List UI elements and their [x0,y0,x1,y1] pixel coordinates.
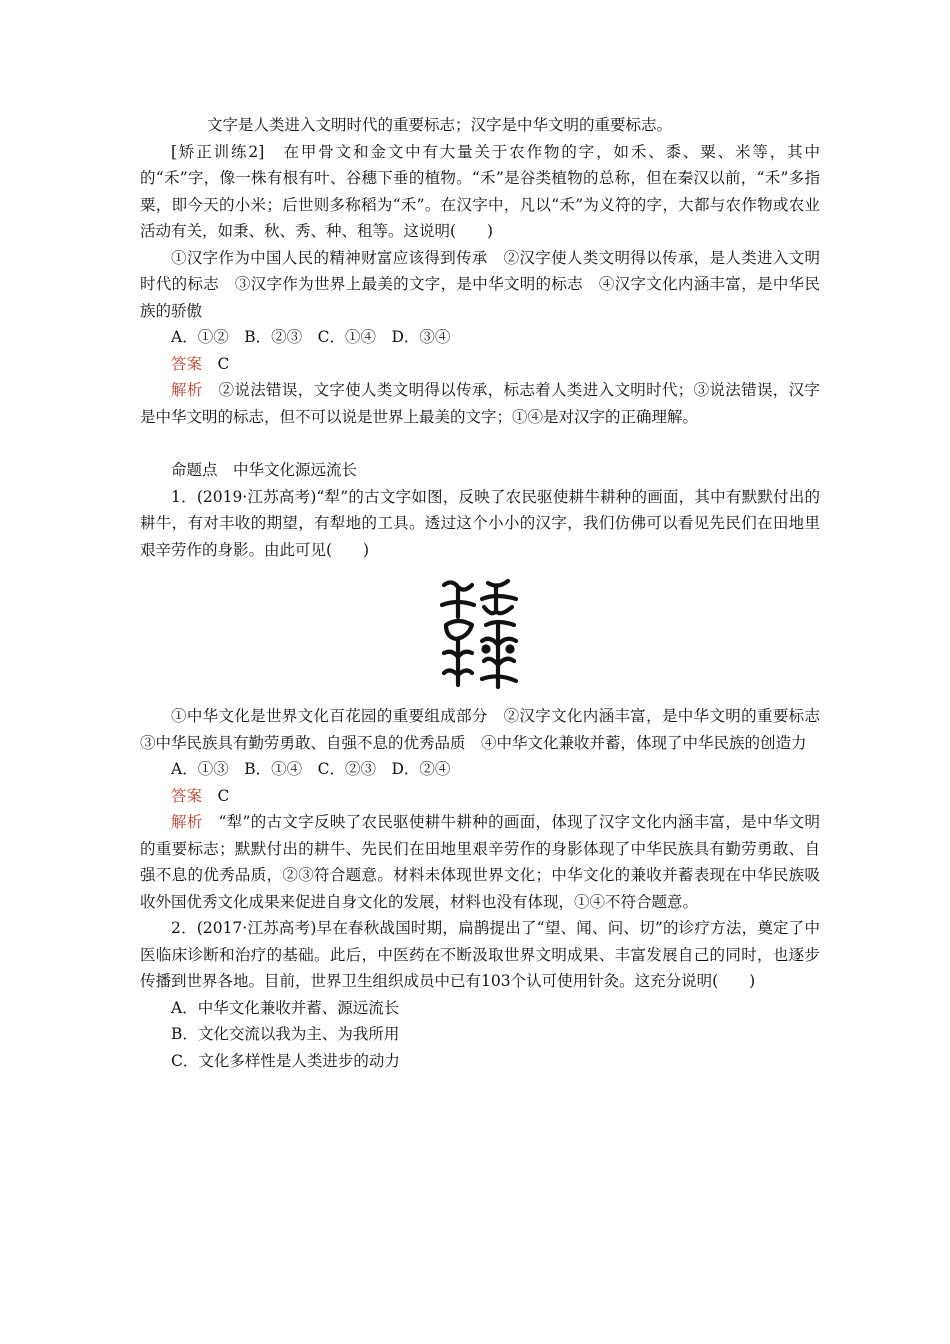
intro-line: 文字是人类进入文明时代的重要标志；汉字是中华文明的重要标志。 [207,116,673,134]
answer-value: C [202,786,230,805]
q1-analysis [140,809,820,915]
q1-statements: ①中华文化是世界文化百花园的重要组成部分 ②汉字文化内涵丰富，是中华文明的重要标志 ③中华民族具有勤劳勇敢、自强不息的优秀品质 ④中华文化兼收并蓄，体现了中华民族的创造力 [140,707,836,752]
analysis-text: ②说法错误，文字使人类文明得以传承，标志着人类进入文明时代；③说法错误，汉字是中华文明的标志，但不可以说是世界上最美的文字；①④是对汉字的正确理解。 [140,381,820,426]
q1-figure [140,577,820,693]
answer-value: C [202,354,230,373]
q2-option-b: B．文化交流以我为主、为我所用 [171,1025,400,1043]
training-analysis [140,377,820,430]
answer-label: 答案 [171,354,203,373]
training-stem: [矫正训练2] 在甲骨文和金文中有大量关于农作物的字，如禾、黍、粟、米等，其中的“禾”字，像一株有根有叶、谷穗下垂的植物。“禾”是谷类植物的总称，但在秦汉以前，“禾”多指粟，即今天的小米；后世则多称稻为“禾”。在汉字中，凡以“禾”为义符的字，大都与农作物或农业活动有关，如秉、秋、秀、种、租等。这说明( ) [140,142,820,240]
training-options: A．①② B．②③ C．①④ D．③④ [171,328,451,346]
ancient-character-li-icon [438,577,522,693]
spacer [140,430,820,457]
q2-option-c: C．文化多样性是人类进步的动力 [171,1051,400,1070]
training-statements: ①汉字作为中国人民的精神财富应该得到传承 ②汉字使人类文明得以传承，是人类进入文明时代的标志 ③汉字作为世界上最美的文字，是中华文明的标志 ④汉字文化内涵丰富，是中华民族的骄傲 [140,248,820,320]
q1-stem: 1．(2019·江苏高考)“犁”的古文字如图，反映了农民驱使耕牛耕种的画面，其中有默默付出的耕牛，有对丰收的期望，有犁地的工具。透过这个小小的汉字，我们仿佛可以看见先民们在田地里艰辛劳作的身影。由此可见( ) [140,487,820,559]
q1-answer [140,783,820,810]
analysis-label: 解析 [171,381,203,399]
analysis-text: “犁”的古文字反映了农民驱使耕牛耕种的画面，体现了汉字文化内涵丰富，是中华文明的重要标志；默默付出的耕牛、先民们在田地里艰辛劳作的身影体现了中华民族具有勤劳勇敢、自强不息的优秀品质，②③符合题意。材料未体现世界文化；中华文化的兼收并蓄表现在中华民族吸收外国优秀文化成果来促进自身文化的发展，材料也没有体现，①④不符合题意。 [140,813,820,911]
document-page [140,112,836,1074]
q2-stem: 2．(2017·江苏高考)早在春秋战国时期，扁鹊提出了“望、闻、问、切”的诊疗方法，奠定了中医临床诊断和治疗的基础。此后，中医药在不断汲取世界文明成果、丰富发展自己的同时，也逐步传播到世界各地。目前，世界卫生组织成员中已有103个认可使用针灸。这充分说明( ) [140,919,820,990]
answer-label: 答案 [171,786,203,805]
analysis-label: 解析 [171,813,203,831]
q2-option-a: A．中华文化兼收并蓄、源远流长 [171,998,400,1017]
q1-options: A．①③ B．①④ C．②③ D．②④ [171,760,451,778]
training-answer [140,351,820,378]
section-title: 命题点 中华文化源远流长 [171,461,358,479]
